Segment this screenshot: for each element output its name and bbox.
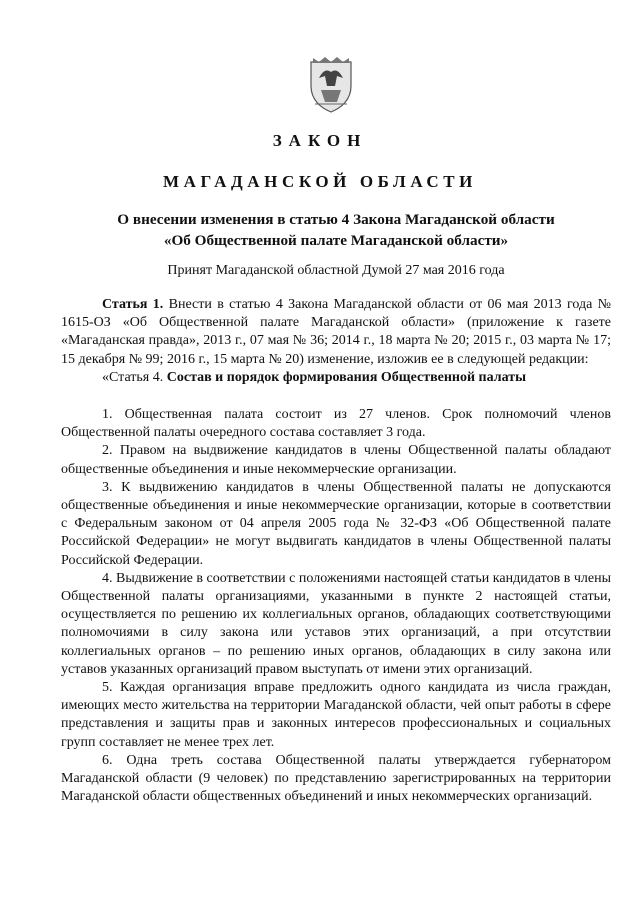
law-subtitle (60, 209, 612, 251)
article-4-prefix: «Статья 4. (102, 369, 167, 385)
item-paragraph: 4. Выдвижение в соответствии с положениями настоящей статьи кандидатов в члены Общественной палаты организациями, указанными в пункте 2 настоящей статьи, осуществляется по решению их коллегиальных органов, обладающих соответствующими полномочиями в силу закона или уставов этих организаций, а при отсутствии коллегиальных органов – по решению иных органов, обладающих в силу закона или уставов указанных организаций правом выступать от имени этих организаций. (61, 570, 611, 677)
adoption-note: Принят Магаданской областной Думой 27 мая 2016 года (167, 263, 505, 278)
coat-of-arms-icon (307, 56, 355, 114)
subtitle-line-2: «Об Общественной палате Магаданской области» (163, 232, 509, 249)
article-4-heading (61, 369, 611, 387)
article-1-label: Статья 1. (102, 297, 164, 312)
article-1-paragraph (61, 296, 611, 369)
subtitle-line-1: О внесении изменения в статью 4 Закона Магаданской области (117, 211, 555, 228)
item-paragraph: 1. Общественная палата состоит из 27 членов. Срок полномочий членов Общественной палаты очередного состава составляет 3 года. (61, 407, 611, 441)
item-paragraph: 5. Каждая организация вправе предложить одного кандидата из числа граждан, имеющих место жительства на территории Магаданской области, чей опыт работы в сфере представления и защиты прав и законных интересов профессиональных и социальных групп составляет не менее трех лет. (61, 680, 611, 750)
item-paragraph: 2. Правом на выдвижение кандидатов в члены Общественной палаты обладают общественные объединения и иные некоммерческие организации. (61, 443, 611, 477)
article-1-text: Внести в статью 4 Закона Магаданской области от 06 мая 2013 года № 1615-ОЗ «Об Общественной палате Магаданской области» (приложение к газете «Магаданская правда», 2013 г., 07 мая № 36; 2014 г., 18 марта № 20; 2015 г., 03 марта № 17; 15 декабря № 99; 2016 г., 15 марта № 20) изменение, изложив ее в следующей редакции: (61, 297, 611, 367)
article-4-title: Состав и порядок формирования Общественной палаты (166, 369, 527, 385)
item-paragraph: 3. К выдвижению кандидатов в члены Общественной палаты не допускаются общественные объединения и иные некоммерческие организации, которые в соответствии с Федеральным законом от 04 апреля 2005 года № 32-ФЗ «Об Общественной палате Российской Федерации» не могут выдвигать кандидатов в члены Общественной палаты Российской Федерации. (61, 479, 611, 568)
law-body (61, 296, 611, 806)
law-title: ЗАКОН (272, 131, 368, 150)
item-paragraph: 6. Одна треть состава Общественной палаты утверждается губернатором Магаданской области (9 человек) по представлению зарегистрированных на территории Магаданской области общественных объединений и иных некоммерческих организаций. (61, 752, 611, 805)
region-title: МАГАДАНСКОЙ ОБЛАСТИ (162, 172, 477, 191)
